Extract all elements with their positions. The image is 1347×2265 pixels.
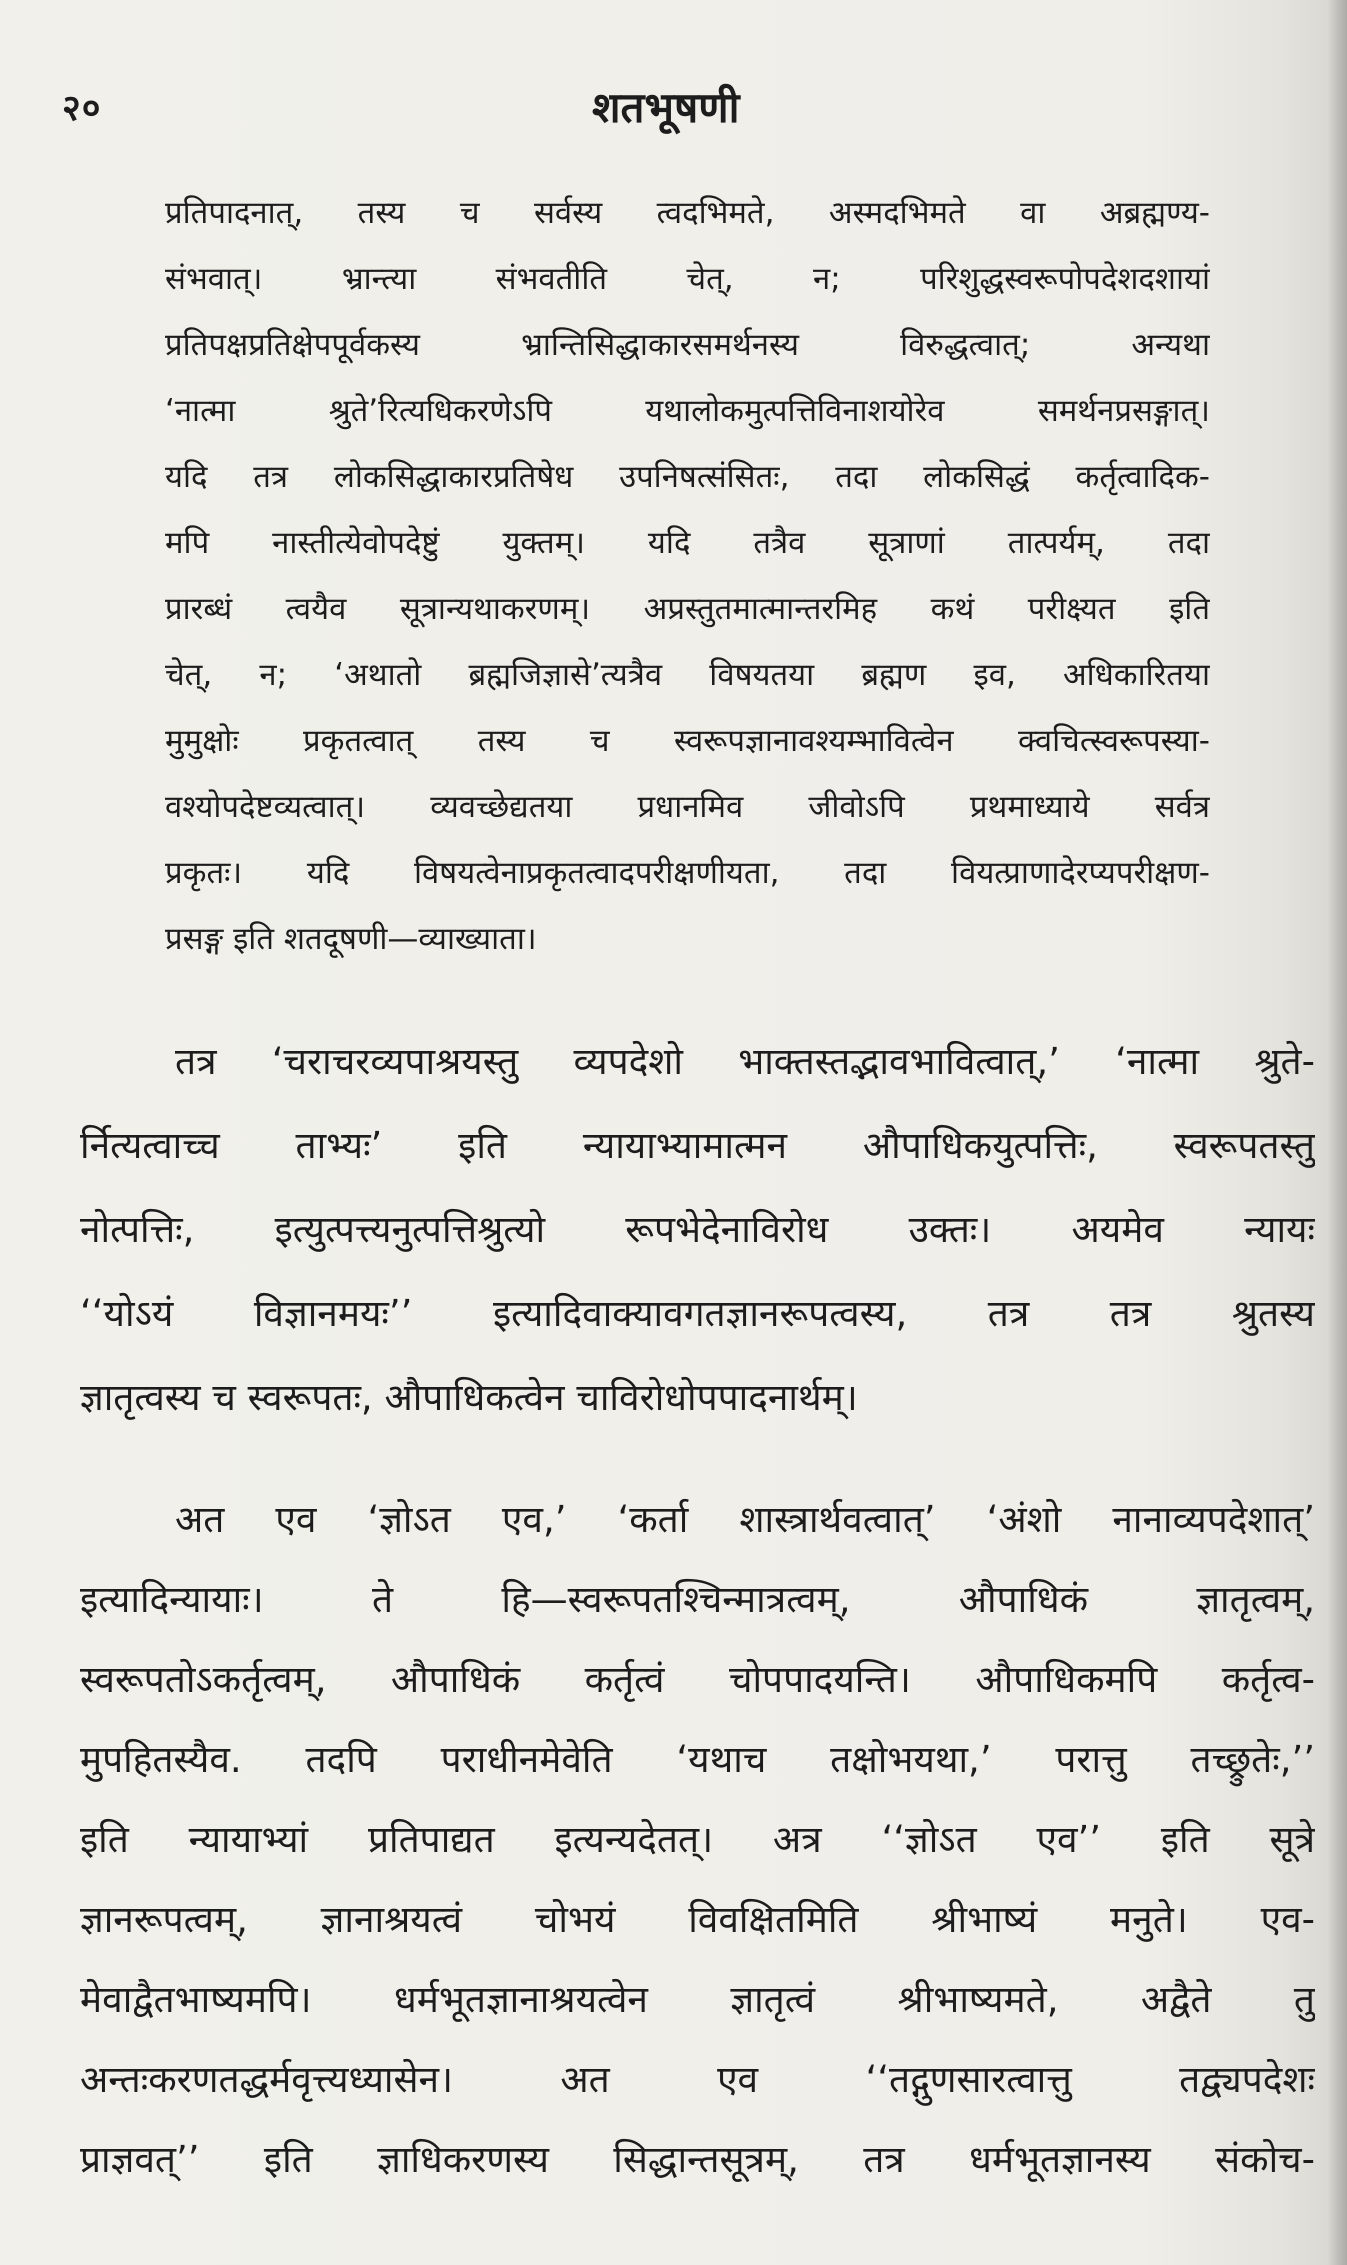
main-paragraph-1 <box>80 1020 1315 1440</box>
text-line: प्रतिपक्षप्रतिक्षेपपूर्वकस्य भ्रान्तिसिद्धाकारसमर्थनस्य विरुद्धत्वात्; अन्यथा <box>165 327 1210 363</box>
text-line: तत्र ‘चराचरव्यपाश्रयस्तु व्यपदेशो भाक्तस्तद्भावभावित्वात्,’ ‘नात्मा श्रुते- <box>175 1040 1315 1083</box>
text-line: चेत्, न; ‘अथातो ब्रह्मजिज्ञासे’त्यत्रैव विषयतया ब्रह्मण इव, अधिकारितया <box>165 657 1210 693</box>
text-line: मुमुक्षोः प्रकृतत्वात् तस्य च स्वरूपज्ञानावश्यम्भावित्वेन क्वचित्स्वरूपस्या- <box>165 723 1210 759</box>
text-line: इति न्यायाभ्यां प्रतिपाद्यत इत्यन्यदेतत्। अत्र ‘‘ज्ञोऽत एव’’ इति सूत्रे <box>80 1818 1315 1861</box>
text-line: ‘नात्मा श्रुते’रित्यधिकरणेऽपि यथालोकमुत्पत्तिविनाशयोरेव समर्थनप्रसङ्गात्। <box>165 393 1210 429</box>
main-paragraph-2 <box>80 1480 1315 2200</box>
text-line: नोत्पत्तिः, इत्युत्पत्त्यनुत्पत्तिश्रुत्यो रूपभेदेनाविरोध उक्तः। अयमेव न्यायः <box>80 1208 1315 1251</box>
running-title: शतभूषणी <box>592 83 740 132</box>
text-line: मेवाद्वैतभाष्यमपि। धर्मभूतज्ञानाश्रयत्वेन ज्ञातृत्वं श्रीभाष्यमते, अद्वैते तु <box>80 1978 1315 2021</box>
text-line: प्रकृतः। यदि विषयत्वेनाप्रकृतत्वादपरीक्षणीयता, तदा वियत्प्राणादेरप्यपरीक्षण- <box>165 855 1210 891</box>
text-line: इत्यादिन्यायाः। ते हि—स्वरूपतश्चिन्मात्रत्वम्, औपाधिकं ज्ञातृत्वम्, <box>80 1578 1315 1621</box>
text-line: प्रतिपादनात्, तस्य च सर्वस्य त्वदभिमते, अस्मदभिमते वा अब्रह्मण्य- <box>165 195 1210 231</box>
text-line: यदि तत्र लोकसिद्धाकारप्रतिषेध उपनिषत्संसितः, तदा लोकसिद्धं कर्तृत्वादिक- <box>165 459 1210 495</box>
text-line: मुपहितस्यैव. तदपि पराधीनमेवेति ‘यथाच तक्षोभयथा,’ परात्तु तच्छ्रुतेः,’’ <box>80 1738 1315 1781</box>
text-line: प्राज्ञवत्’’ इति ज्ञाधिकरणस्य सिद्धान्तसूत्रम्, तत्र धर्मभूतज्ञानस्य संकोच- <box>80 2138 1315 2181</box>
text-line: अत एव ‘ज्ञोऽत एव,’ ‘कर्ता शास्त्रार्थवत्वात्’ ‘अंशो नानाव्यपदेशात्’ <box>175 1498 1315 1541</box>
page-number: २० <box>62 88 102 129</box>
text-line: मपि नास्तीत्येवोपदेष्टुं युक्तम्। यदि तत्रैव सूत्राणां तात्पर्यम्, तदा <box>165 525 1210 561</box>
text-line: प्रसङ्ग इति शतदूषणी—व्याख्याता। <box>165 921 537 957</box>
text-line: स्वरूपतोऽकर्तृत्वम्, औपाधिकं कर्तृत्वं चोपपादयन्ति। औपाधिकमपि कर्तृत्व- <box>80 1658 1315 1701</box>
text-line: वश्योपदेष्टव्यत्वात्। व्यवच्छेद्यतया प्रधानमिव जीवोऽपि प्रथमाध्याये सर्वत्र <box>165 789 1210 825</box>
text-line: ‘‘योऽयं विज्ञानमयः’’ इत्यादिवाक्यावगतज्ञानरूपत्वस्य, तत्र तत्र श्रुतस्य <box>80 1292 1315 1335</box>
text-line: ज्ञातृत्वस्य च स्वरूपतः, औपाधिकत्वेन चाविरोधोपपादनार्थम्। <box>80 1376 858 1419</box>
text-line: प्रारब्धं त्वयैव सूत्रान्यथाकरणम्। अप्रस्तुतमात्मान्तरमिह कथं परीक्ष्यत इति <box>165 591 1210 627</box>
page-header <box>62 78 1292 138</box>
page-binding-shadow <box>1327 0 1347 2265</box>
text-line: र्नित्यत्वाच्च ताभ्यः’ इति न्यायाभ्यामात्मन औपाधिकयुत्पत्तिः, स्वरूपतस्तु <box>80 1124 1315 1167</box>
text-line: ज्ञानरूपत्वम्, ज्ञानाश्रयत्वं चोभयं विवक्षितमिति श्रीभाष्यं मनुते। एव- <box>80 1898 1315 1941</box>
text-line: अन्तःकरणतद्धर्मवृत्त्यध्यासेन। अत एव ‘‘तद्गुणसारत्वात्तु तद्व्यपदेशः <box>80 2058 1315 2101</box>
commentary-block <box>165 180 1210 972</box>
text-line: संभवात्। भ्रान्त्या संभवतीति चेत्, न; परिशुद्धस्वरूपोपदेशदशायां <box>165 261 1210 297</box>
